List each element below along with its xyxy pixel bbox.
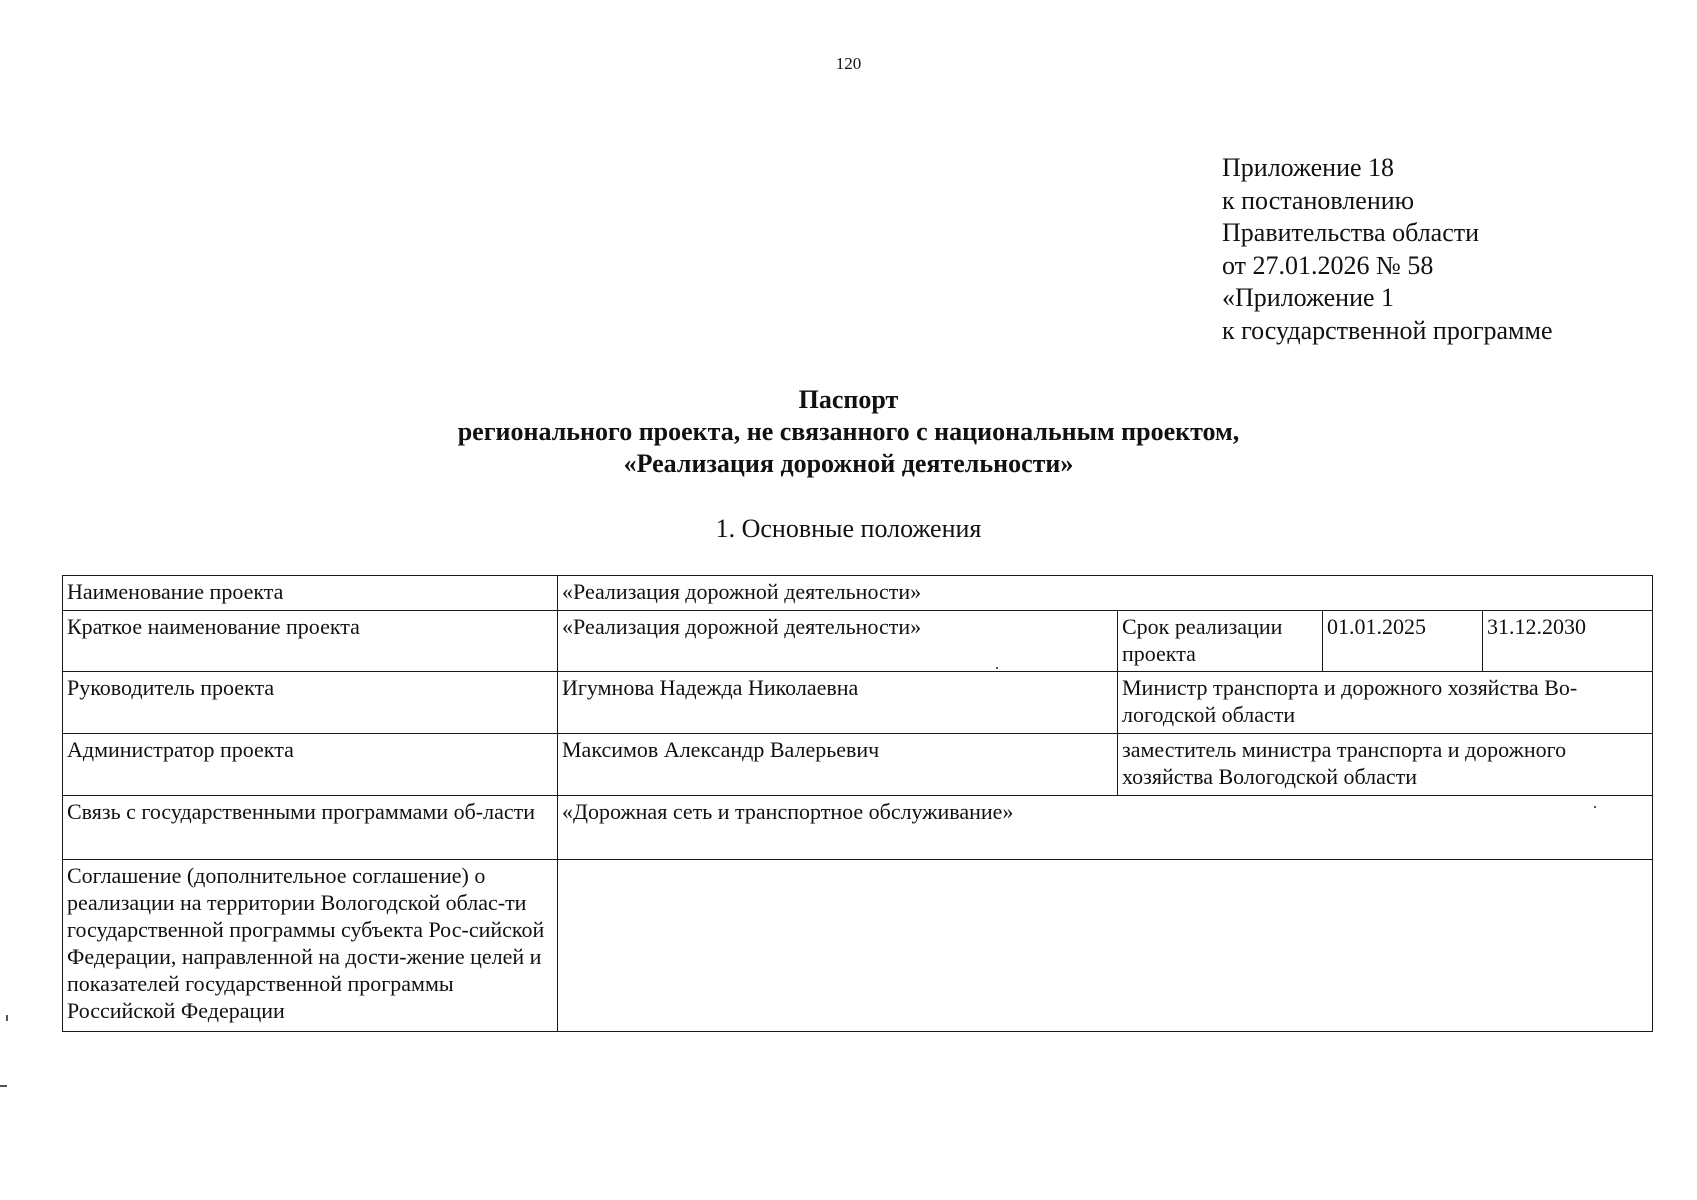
- appendix-line: к государственной программе: [1222, 315, 1553, 345]
- appendix-line: Приложение 18: [1222, 153, 1395, 182]
- appendix-line: Правительства области: [1222, 218, 1480, 247]
- appendix-line: к постановлению: [1222, 185, 1415, 215]
- scan-speck: [6, 1015, 8, 1021]
- administrator-name: Максимов Александр Валерьевич: [558, 734, 1118, 796]
- table-row: [63, 576, 1653, 611]
- table-row: [63, 796, 1653, 860]
- section-heading: 1. Основные положения: [715, 514, 982, 543]
- title-line-1: Паспорт: [798, 385, 899, 414]
- table-row: [63, 672, 1653, 734]
- appendix-line: от 27.01.2026 № 58: [1222, 250, 1434, 280]
- scan-speck: [996, 667, 998, 669]
- table-row: [63, 734, 1653, 796]
- head-name: Игумнова Надежда Николаевна: [558, 672, 1118, 734]
- scan-speck: [1594, 806, 1596, 808]
- appendix-note: [1222, 152, 1553, 347]
- programs-link-value: «Дорожная сеть и транспортное обслуживание»: [558, 796, 1653, 860]
- administrator-position: заместитель министра транспорта и дорожного хозяйства Вологодской области: [1118, 734, 1653, 796]
- passport-table: [62, 575, 1653, 1032]
- agreement-value: [558, 860, 1653, 1032]
- appendix-line: «Приложение 1: [1222, 283, 1395, 312]
- end-date: 31.12.2030: [1483, 611, 1653, 672]
- agreement-label: Соглашение (дополнительное соглашение) о реализации на территории Вологодской облас-ти государственной программы субъекта Рос-сийской Федерации, направленной на дости-жение целей и показателей государственной программы Российской Федерации: [63, 860, 558, 1032]
- head-position: Министр транспорта и дорожного хозяйства Во-логодской области: [1118, 672, 1653, 734]
- title-line-3: «Реализация дорожной деятельности»: [623, 449, 1074, 478]
- short-name-label: Краткое наименование проекта: [63, 611, 558, 672]
- page-number: 120: [835, 54, 862, 73]
- short-name-value: «Реализация дорожной деятельности»: [558, 611, 1118, 672]
- start-date: 01.01.2025: [1323, 611, 1483, 672]
- project-name-value: «Реализация дорожной деятельности»: [558, 576, 1653, 611]
- project-name-label: Наименование проекта: [63, 576, 558, 611]
- scan-speck: [0, 1085, 7, 1087]
- programs-link-label: Связь с государственными программами об-ласти: [63, 796, 558, 860]
- administrator-label: Администратор проекта: [63, 734, 558, 796]
- table-row: [63, 860, 1653, 1032]
- head-label: Руководитель проекта: [63, 672, 558, 734]
- term-label: Срок реализации проекта: [1118, 611, 1323, 672]
- title-line-2: регионального проекта, не связанного с национальным проектом,: [457, 417, 1240, 446]
- document-title: [0, 384, 1697, 480]
- table-row: [63, 611, 1653, 672]
